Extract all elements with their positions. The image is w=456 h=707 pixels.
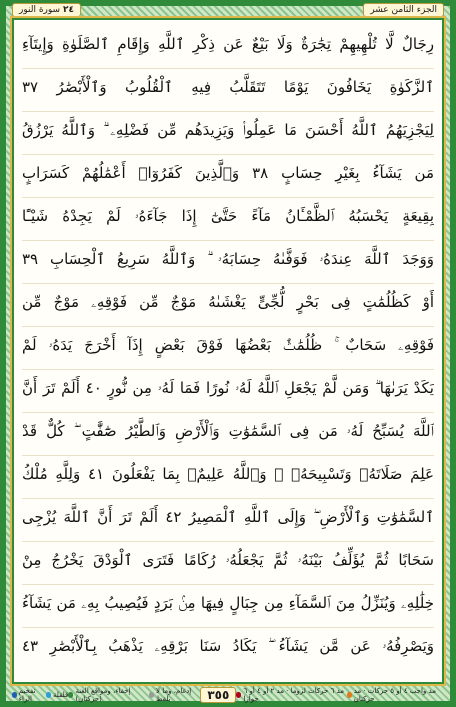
verse-line: ٱللَّهَ يُسَبِّحُ لَهُۥ مَن فِى ٱلسَّمَٰوَٰتِ وَٱلْأَرْضِ وَٱلطَّيْرُ صَٰٓفَّٰتٍ ۖ كُلٌّ قَدْ <box>22 422 434 440</box>
verse-line: بِقِيعَةٍ يَحْسَبُهُ ٱلظَّمْـَٔانُ مَآءً حَتَّىٰٓ إِذَا جَآءَهُۥ لَمْ يَجِدْهُ شَيْـًٔا <box>22 207 434 225</box>
verse-line: وَيَصْرِفُهُۥ عَن مَّن يَشَآءُ ۖ يَكَادُ سَنَا بَرْقِهِۦ يَذْهَبُ بِٱلْأَبْصَٰرِ ٤٣ <box>22 637 434 655</box>
verse-line: خِلَٰلِهِۦ وَيُنَزِّلُ مِنَ ٱلسَّمَآءِ مِن جِبَالٍ فِيهَا مِنۢ بَرَدٍ فَيُصِيبُ بِهِۦ مَن يَشَآءُ <box>22 594 434 612</box>
verse-lines <box>22 26 434 676</box>
verse-line: فَوْقِهِۦ سَحَابٌ ۚ ظُلُمَٰتٌۢ بَعْضُهَا فَوْقَ بَعْضٍ إِذَآ أَخْرَجَ يَدَهُۥ لَمْ <box>22 336 434 354</box>
legend-dot-icon <box>149 692 154 698</box>
legend-dot-icon <box>12 692 17 698</box>
legend-dot-icon <box>68 692 73 698</box>
verse-line: رِجَالٌ لَّا تُلْهِيهِمْ تِجَٰرَةٌ وَلَا بَيْعٌ عَن ذِكْرِ ٱللَّهِ وَإِقَامِ ٱلصَّلَوٰةِ وَإِيتَآءِ <box>22 35 434 53</box>
verse-line: ٱلسَّمَٰوَٰتِ وَٱلْأَرْضِ ۖ وَإِلَى ٱللَّهِ ٱلْمَصِيرُ ٤٢ أَلَمْ تَرَ أَنَّ ٱللَّهَ يُزْجِى <box>22 508 434 526</box>
page-footer <box>12 684 444 705</box>
legend-middle: إخفاء، ومواقع الغنة (حركتان) إدغام، وما لا يلفظ <box>68 687 200 703</box>
verse-line: أَوْ كَظُلُمَٰتٍ فِى بَحْرٍ لُّجِّىٍّ يَغْشَىٰهُ مَوْجٌ مِّن فَوْقِهِۦ مَوْجٌ مِّن <box>22 293 434 311</box>
surah-number: ٢٤ <box>62 5 74 15</box>
verse-line: لِيَجْزِيَهُمُ ٱللَّهُ أَحْسَنَ مَا عَمِلُوا۟ وَيَزِيدَهُم مِّن فَضْلِهِۦ ۗ وَٱللَّهُ يَرْزُقُ <box>22 121 434 139</box>
verse-line: يَكَدْ يَرَىٰهَا ۗ وَمَن لَّمْ يَجْعَلِ ٱللَّهُ لَهُۥ نُورًا فَمَا لَهُۥ مِن نُّورٍ ٤٠ أَلَمْ تَرَ أَنَّ <box>22 379 434 397</box>
legend-dot-icon <box>46 692 51 698</box>
legend-dot-icon <box>347 692 352 698</box>
page-number: ٣٥٥ <box>200 687 236 703</box>
surah-name: سورة النور <box>19 5 61 15</box>
page-header <box>12 2 444 18</box>
legend-dot-icon <box>236 692 241 698</box>
verse-line: عَلِمَ صَلَاتَهُۥ وَتَسْبِيحَهُۥ ۗ وَٱللَّهُ عَلِيمٌۢ بِمَا يَفْعَلُونَ ٤١ وَلِلَّهِ مُلْكُ <box>22 465 434 483</box>
surah-title <box>12 3 81 17</box>
juz-title: الجزء الثامن عشر <box>363 3 444 17</box>
legend-right: مد ٦ حركات لزوما · مد ٢ أو ٤ أو ٦ جوازا مد واجب ٤ أو ٥ حركات · مد حركتان <box>236 687 444 703</box>
verse-line: سَحَابًا ثُمَّ يُؤَلِّفُ بَيْنَهُۥ ثُمَّ يَجْعَلُهُۥ رُكَامًا فَتَرَى ٱلْوَدْقَ يَخْرُجُ مِنْ <box>22 551 434 569</box>
verse-line: وَوَجَدَ ٱللَّهَ عِندَهُۥ فَوَفَّىٰهُ حِسَابَهُۥ ۗ وَٱللَّهُ سَرِيعُ ٱلْحِسَابِ ٣٩ <box>22 250 434 268</box>
legend-left: تفخيم الراء قلقلة <box>12 687 68 703</box>
verse-line: مَن يَشَآءُ بِغَيْرِ حِسَابٍ ٣٨ وَٱلَّذِينَ كَفَرُوٓا۟ أَعْمَٰلُهُمْ كَسَرَابٍ <box>22 164 434 182</box>
verse-line: ٱلزَّكَوٰةِ يَخَافُونَ يَوْمًا تَتَقَلَّبُ فِيهِ ٱلْقُلُوبُ وَٱلْأَبْصَٰرُ ٣٧ <box>22 78 434 96</box>
